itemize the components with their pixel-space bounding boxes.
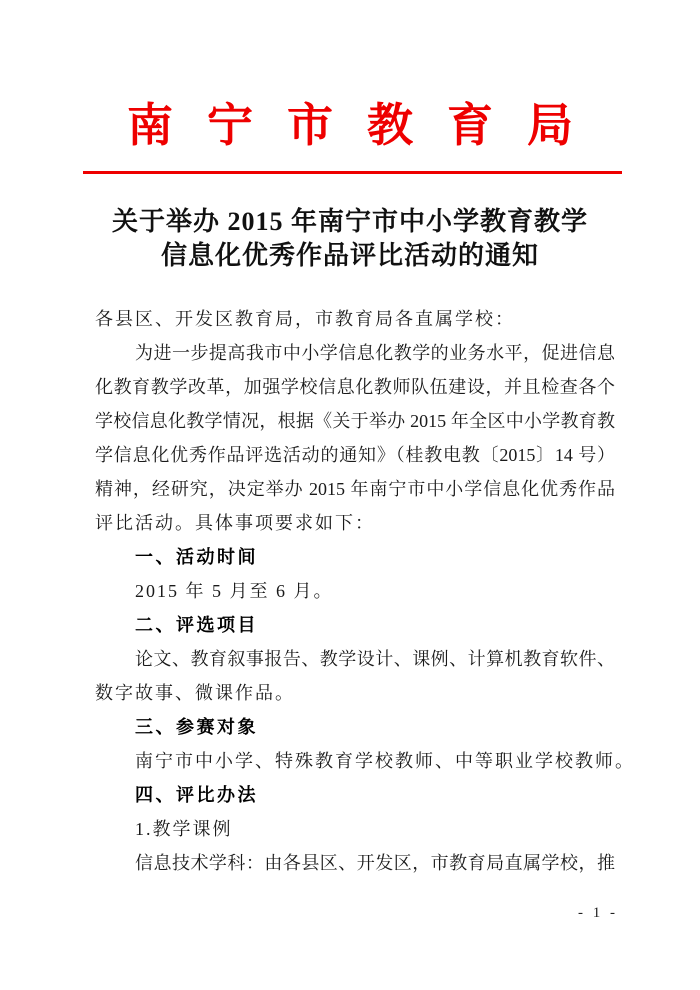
body-line: 评比活动。具体事项要求如下： [95,513,375,533]
section-heading: 二、评选项目 [135,615,258,635]
section-heading: 一、活动时间 [135,547,258,567]
doc-title-line-1: 关于举办 2015 年南宁市中小学教育教学 [111,207,588,236]
body-line: 精神，经研究，决定举办 2015 年南宁市中小学信息化优秀作品 [95,479,615,499]
body-line: 学校信息化教学情况，根据《关于举办 2015 年全区中小学教育教 [95,411,615,431]
body-line: 化教育教学改革，加强学校信息化教师队伍建设，并且检查各个 [95,377,615,397]
letterhead-org-title: 南宁市教育局 [127,100,607,151]
letterhead-divider [83,171,622,174]
body-line: 论文、教育叙事报告、教学设计、课例、计算机教育软件、 [135,649,615,669]
body-line: 信息技术学科：由各县区、开发区，市教育局直属学校，推 [135,853,615,873]
body-line: 南宁市中小学、特殊教育学校教师、中等职业学校教师。 [135,751,635,771]
section-heading: 三、参赛对象 [135,717,258,737]
salutation-line: 各县区、开发区教育局，市教育局各直属学校： [95,309,515,329]
page-number: - 1 - [578,905,618,921]
body-line: 为进一步提高我市中小学信息化教学的业务水平，促进信息 [135,343,615,363]
body-line: 1.教学课例 [135,819,233,839]
body-line: 数字故事、微课作品。 [95,683,295,703]
body-line: 学信息化优秀作品评选活动的通知》（桂教电教〔2015〕14 号） [95,445,615,465]
doc-title [0,205,700,273]
doc-title-line-2: 信息化优秀作品评比活动的通知 [160,241,539,270]
section-heading: 四、评比办法 [135,785,258,805]
document-body [95,302,635,880]
body-line: 2015 年 5 月至 6 月。 [135,581,334,601]
